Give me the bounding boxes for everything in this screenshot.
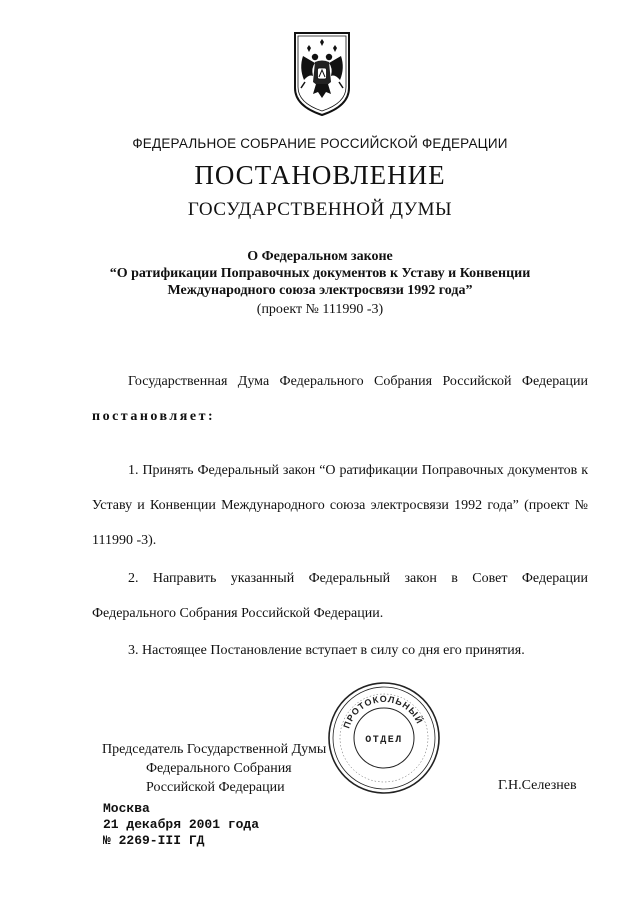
item-text: 3. Настоящее Постановление вступает в силу со дня его принятия. (128, 643, 525, 658)
signatory-line: Российской Федерации (146, 780, 285, 795)
footer-city: Москва (103, 801, 150, 816)
signatory-line: Председатель Государственной Думы (102, 742, 327, 757)
list-item (92, 633, 588, 668)
organization-name: ФЕДЕРАЛЬНОЕ СОБРАНИЕ РОССИЙСКОЙ ФЕДЕРАЦИИ (132, 136, 508, 151)
list-item (92, 453, 588, 558)
svg-text:ПРОТОКОЛЬНЫЙ (341, 694, 425, 730)
subject-line: О Федеральном законе (247, 249, 393, 264)
signatory-line: Федерального Собрания (146, 761, 292, 776)
subject-line: Международного союза электросвязи 1992 года” (167, 283, 473, 298)
round-stamp (326, 680, 442, 796)
preamble-paragraph (92, 364, 588, 434)
item-text: 2. Направить указанный Федеральный закон в Совет Федерации Федерального Собрания Российской Федерации. (92, 571, 588, 621)
stamp-center-text: ОТДЕЛ (365, 735, 403, 746)
signatory-title (102, 740, 326, 797)
document-footer (103, 801, 259, 849)
preamble-action: постановляет: (92, 409, 216, 424)
coat-of-arms-emblem (291, 30, 353, 118)
subject-line: “О ратификации Поправочных документов к Уставу и Конвенции (109, 266, 531, 281)
list-item (92, 561, 588, 631)
preamble-text: Государственная Дума Федерального Собрания Российской Федерации (128, 374, 588, 389)
footer-date: 21 декабря 2001 года (103, 817, 260, 832)
footer-number: № 2269-III ГД (103, 833, 205, 848)
stamp-ring-text: ПРОТОКОЛЬНЫЙ (341, 693, 425, 730)
project-number: (проект № 111990 -3) (256, 302, 384, 317)
document-subtype: ГОСУДАРСТВЕННОЙ ДУМЫ (187, 199, 453, 220)
item-text: 1. Принять Федеральный закон “О ратификации Поправочных документов к Уставу и Конвенции Международного союза электросвязи 1992 года” (проект № 111990 -3). (92, 463, 588, 548)
document-subject (60, 248, 580, 299)
document-type: ПОСТАНОВЛЕНИЕ (194, 160, 446, 190)
signatory-name: Г.Н.Селезнев (498, 778, 577, 793)
